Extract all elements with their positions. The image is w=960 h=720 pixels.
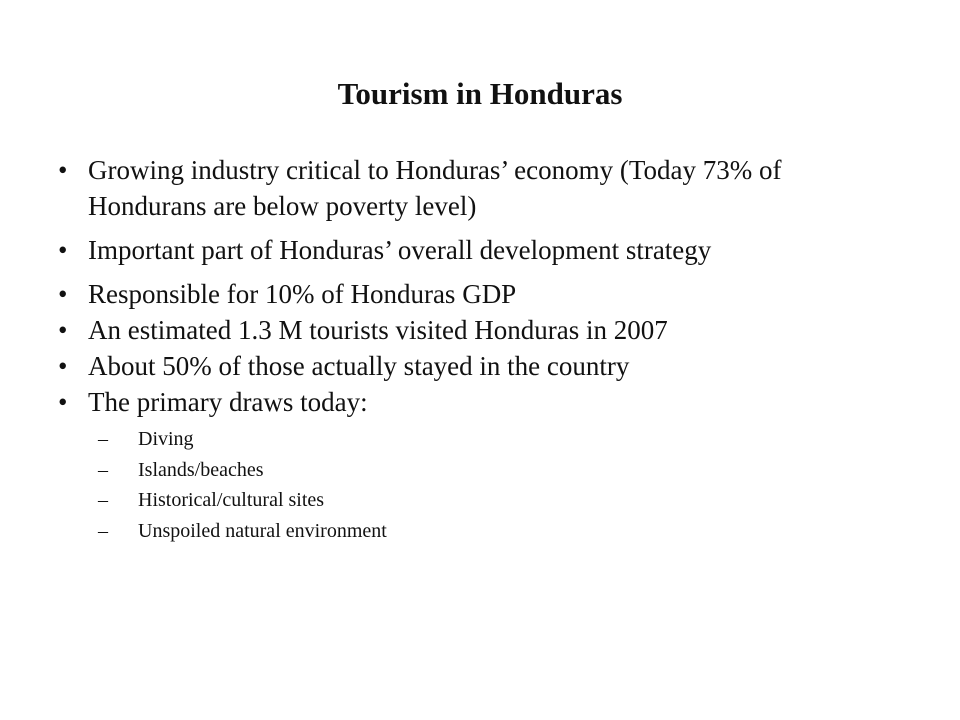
bullet-list xyxy=(58,152,878,546)
bullet-dot-icon: • xyxy=(58,387,68,417)
bullet-item xyxy=(58,348,878,384)
bullet-dot-icon: • xyxy=(58,235,68,265)
bullet-item xyxy=(58,232,878,268)
sub-bullet-text: Unspoiled natural environment xyxy=(138,519,387,542)
bullet-text: Growing industry critical to Honduras’ economy (Today 73% of Hondurans are below poverty level) xyxy=(88,155,782,221)
sub-bullet-text: Historical/cultural sites xyxy=(138,489,325,511)
sub-bullet-item xyxy=(98,485,878,516)
sub-bullet-text: Diving xyxy=(138,428,194,450)
slide-title: Tourism in Honduras xyxy=(337,76,623,111)
bullet-text: The primary draws today: xyxy=(88,387,368,417)
bullet-text: About 50% of those actually stayed in the country xyxy=(88,351,630,381)
sub-bullet-item xyxy=(98,455,878,486)
dash-icon: – xyxy=(98,458,108,481)
bullet-dot-icon: • xyxy=(58,315,68,345)
bullet-dot-icon: • xyxy=(58,279,68,309)
sub-bullet-list xyxy=(88,424,878,546)
bullet-item xyxy=(58,152,878,224)
bullet-item xyxy=(58,276,878,312)
bullet-item xyxy=(58,384,878,546)
sub-bullet-text: Islands/beaches xyxy=(138,458,264,481)
sub-bullet-item xyxy=(98,424,878,455)
bullet-dot-icon: • xyxy=(58,155,68,185)
dash-icon: – xyxy=(98,519,108,542)
dash-icon: – xyxy=(98,428,108,450)
bullet-text: Responsible for 10% of Honduras GDP xyxy=(88,279,517,309)
bullet-item xyxy=(58,312,878,348)
bullet-text: An estimated 1.3 M tourists visited Honduras in 2007 xyxy=(88,315,668,345)
sub-bullet-item xyxy=(98,516,878,547)
bullet-text: Important part of Honduras’ overall development strategy xyxy=(88,235,712,265)
dash-icon: – xyxy=(98,489,108,511)
bullet-dot-icon: • xyxy=(58,351,68,381)
